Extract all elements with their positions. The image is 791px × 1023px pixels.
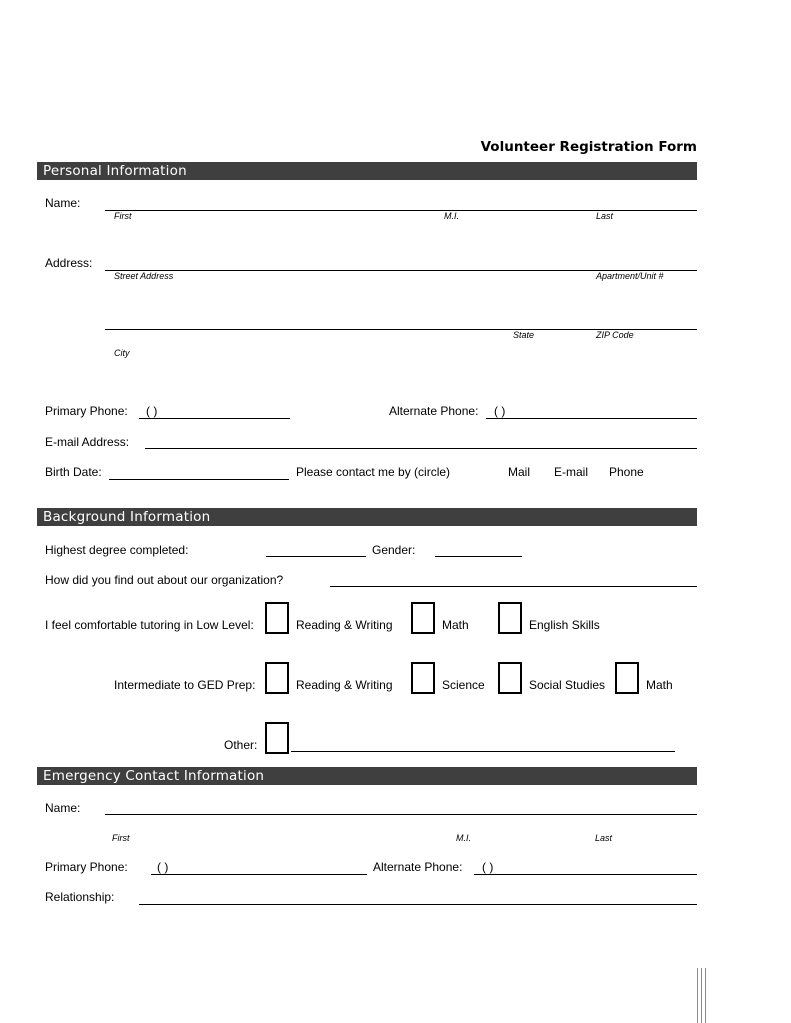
- alternate-phone-label: Alternate Phone:: [389, 404, 479, 418]
- emergency-name-label: Name:: [45, 801, 81, 815]
- primary-phone-line[interactable]: [139, 418, 290, 419]
- contact-preference-prompt: Please contact me by (circle): [296, 465, 451, 479]
- form-title: Volunteer Registration Form: [480, 139, 697, 155]
- page-decoration-line: [697, 968, 698, 1023]
- gender-line[interactable]: [435, 556, 522, 557]
- int-science-label: Science: [442, 678, 485, 692]
- low-math-checkbox[interactable]: [411, 602, 435, 634]
- int-social-studies-label: Social Studies: [529, 678, 606, 692]
- birth-date-label: Birth Date:: [45, 465, 102, 479]
- int-reading-writing-checkbox[interactable]: [265, 662, 289, 694]
- contact-option-mail[interactable]: Mail: [508, 465, 531, 479]
- name-label: Name:: [45, 196, 81, 210]
- contact-option-email[interactable]: E-mail: [554, 465, 589, 479]
- emergency-alternate-phone-label: Alternate Phone:: [373, 860, 463, 874]
- emergency-contact-header: Emergency Contact Information: [37, 767, 697, 785]
- page-decoration-line: [701, 968, 702, 1023]
- low-reading-writing-label: Reading & Writing: [296, 618, 393, 632]
- emergency-mi-caption: M.I.: [456, 833, 471, 843]
- degree-line[interactable]: [266, 556, 366, 557]
- email-label: E-mail Address:: [45, 435, 130, 449]
- city-caption: City: [114, 348, 130, 358]
- alternate-phone-area-code: ( ): [494, 404, 506, 418]
- emergency-primary-phone-line[interactable]: [151, 874, 367, 875]
- degree-label: Highest degree completed:: [45, 543, 189, 557]
- intermediate-label: Intermediate to GED Prep:: [114, 678, 256, 692]
- low-reading-writing-checkbox[interactable]: [265, 602, 289, 634]
- primary-phone-area-code: ( ): [146, 404, 158, 418]
- background-info-header: Background Information: [37, 508, 697, 526]
- emergency-primary-area-code: ( ): [157, 860, 169, 874]
- low-level-label: I feel comfortable tutoring in Low Level:: [45, 618, 254, 632]
- emergency-last-caption: Last: [595, 833, 613, 843]
- page-decoration-line: [705, 968, 706, 1023]
- int-math-label: Math: [646, 678, 673, 692]
- emergency-primary-phone-label: Primary Phone:: [45, 860, 128, 874]
- int-reading-writing-label: Reading & Writing: [296, 678, 393, 692]
- int-social-studies-checkbox[interactable]: [498, 662, 522, 694]
- relationship-line[interactable]: [139, 904, 697, 905]
- other-checkbox[interactable]: [265, 722, 289, 754]
- emergency-alternate-area-code: ( ): [482, 860, 494, 874]
- low-english-skills-label: English Skills: [529, 618, 600, 632]
- birth-date-line[interactable]: [109, 479, 289, 480]
- emergency-alternate-phone-line[interactable]: [474, 874, 697, 875]
- state-caption: State: [513, 330, 535, 340]
- int-science-checkbox[interactable]: [411, 662, 435, 694]
- apartment-caption: Apartment/Unit #: [596, 271, 664, 281]
- address-label: Address:: [45, 256, 93, 270]
- personal-info-header: Personal Information: [37, 162, 697, 180]
- low-english-skills-checkbox[interactable]: [498, 602, 522, 634]
- relationship-label: Relationship:: [45, 890, 115, 904]
- emergency-name-line[interactable]: [105, 814, 697, 815]
- name-last-caption: Last: [596, 211, 614, 221]
- street-address-caption: Street Address: [114, 271, 174, 281]
- other-label: Other:: [224, 738, 258, 752]
- primary-phone-label: Primary Phone:: [45, 404, 128, 418]
- contact-option-phone[interactable]: Phone: [609, 465, 644, 479]
- find-out-label: How did you find out about our organization?: [45, 573, 284, 587]
- other-line[interactable]: [291, 751, 675, 752]
- emergency-first-caption: First: [112, 833, 130, 843]
- gender-label: Gender:: [372, 543, 416, 557]
- alternate-phone-line[interactable]: [486, 418, 697, 419]
- email-line[interactable]: [145, 448, 697, 449]
- int-math-checkbox[interactable]: [615, 662, 639, 694]
- name-first-caption: First: [114, 211, 132, 221]
- zip-caption: ZIP Code: [596, 330, 634, 340]
- find-out-line[interactable]: [330, 586, 697, 587]
- low-math-label: Math: [442, 618, 469, 632]
- name-mi-caption: M.I.: [444, 211, 459, 221]
